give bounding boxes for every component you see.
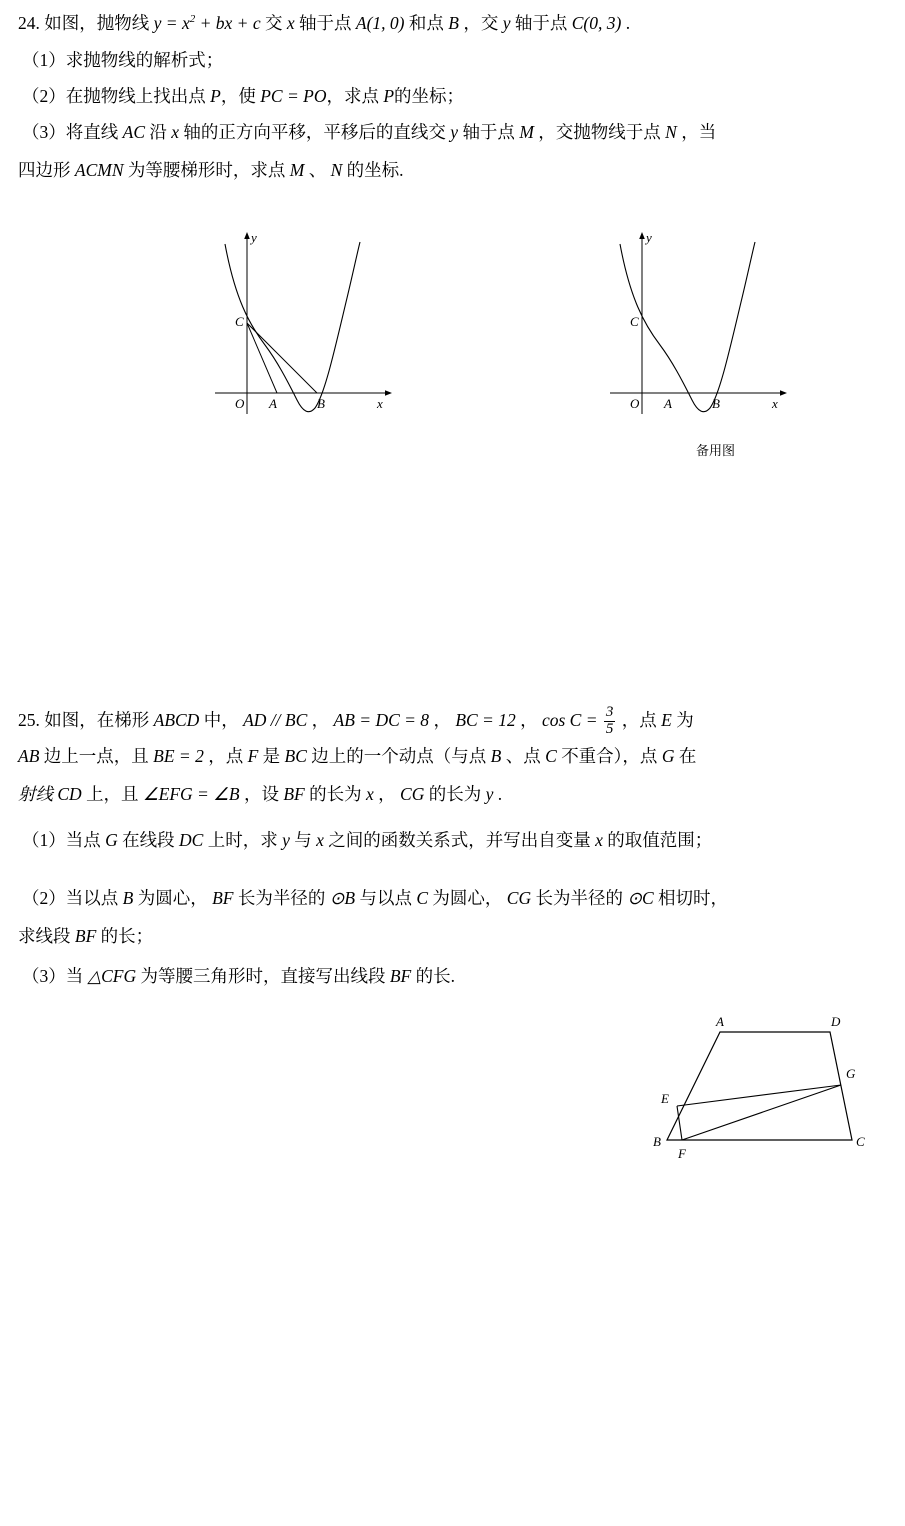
part-var-2: x (171, 122, 180, 142)
part-var-4: C (416, 888, 429, 908)
part-var-6: ⊙C (627, 888, 654, 908)
part-text-6: 长为半径的 (535, 888, 623, 908)
part-label: （3） (22, 122, 66, 142)
line-text-1: 求线段 (18, 926, 71, 946)
problem-24-figures (0, 228, 905, 478)
line-var-5: B (490, 746, 502, 766)
part-label: （3） (22, 966, 66, 986)
line-text-2: ，点 (208, 746, 244, 766)
problem-25-part-2-line-2 (18, 928, 887, 946)
part-var-5: N (665, 122, 677, 142)
part-text-4: 轴于点 (462, 122, 515, 142)
label-axis-y: y (646, 230, 652, 245)
part-text-3: 轴的正方向平移，平移后的直线交 (183, 122, 446, 142)
part-var-1: AC (122, 122, 145, 142)
label-B: B (317, 396, 325, 411)
part-text-3: 上时，求 (207, 830, 278, 850)
part-var-4: M (519, 122, 534, 142)
problem-24-eq2: + bx + c (199, 12, 261, 33)
line-var-6: y (485, 784, 494, 804)
problem-24-mid3: 和点 (408, 12, 444, 33)
problem-25-stem-line-3 (18, 786, 887, 804)
label-axis-y: y (251, 230, 257, 245)
part-var-2: BF (389, 966, 412, 986)
line-text-6: . (497, 784, 503, 804)
cos-c-fraction (604, 705, 616, 738)
part-var-2: PC = PO (260, 86, 327, 106)
label-axis-x: x (377, 396, 383, 411)
part-text-2: 为等腰三角形时，直接写出线段 (140, 966, 386, 986)
line-text-5: 的长为 (428, 784, 482, 804)
stem-text-3: ， (311, 710, 330, 730)
problem-24-eq1: y = x (153, 12, 190, 33)
label-O: O (630, 396, 640, 411)
label-O: O (235, 396, 245, 411)
line-var-4: BC (284, 746, 307, 766)
part-text-2: ，使 (220, 86, 256, 106)
label-axis-x: x (772, 396, 778, 411)
part-var-3: ⊙B (329, 888, 356, 908)
line-text-1: 上，且 (86, 784, 139, 804)
label-B: B (653, 1134, 661, 1149)
line-text-5: 、点 (505, 746, 541, 766)
line-text-4: 边上的一个动点（与点 (311, 746, 487, 766)
stem-text-4: ， (433, 710, 451, 730)
part-var-2: DC (179, 830, 204, 850)
stem-text-5: ， (520, 710, 538, 730)
problem-24-stem (18, 14, 887, 32)
part-var-4: x (316, 830, 324, 850)
line-var-7: G (661, 746, 675, 766)
line-text-2: ，设 (243, 784, 279, 804)
problem-24-mid5: 轴于点 (514, 12, 568, 33)
part-text-1: 当 (65, 966, 84, 986)
part-var-5: CG (506, 888, 532, 908)
part-text-1: 将直线 (65, 122, 119, 142)
part-text-5: 之间的函数关系式，并写出自变量 (328, 830, 591, 850)
part-text-4: 的坐标； (394, 86, 465, 106)
part-text-7: 相切时， (658, 888, 729, 908)
label-F: F (678, 1146, 686, 1161)
line-text-7: 在 (678, 746, 697, 766)
stem-text-6: ，点 (621, 710, 657, 730)
stem-var-4: BC = 12 (455, 710, 516, 730)
problem-25-stem-line-1 (18, 705, 887, 738)
line-var-1: ACMN (74, 160, 124, 180)
part-text-1: 在抛物线上找出点 (65, 86, 206, 106)
part-var-3: y (450, 122, 459, 142)
part-var-3: y (282, 830, 290, 850)
problem-24-point-b: B (448, 12, 459, 33)
label-D: D (831, 1014, 841, 1029)
stem-var-6: E (661, 710, 672, 730)
fraction-numerator: 3 (605, 704, 614, 720)
part-var-1: B (122, 888, 134, 908)
stem-var-5: cos C = (541, 710, 598, 730)
part-text-1: 当点 (65, 830, 101, 850)
problem-24-stem-prefix: 如图，抛物线 (44, 12, 150, 33)
problem-25-part-3 (22, 968, 887, 986)
part-label: （2） (22, 888, 66, 908)
problem-24-mid1: 交 (265, 12, 283, 33)
part-text-2: 为圆心， (137, 888, 208, 908)
problem-24-part-3-line-1 (22, 124, 887, 142)
part-label: （2） (22, 86, 66, 106)
label-G: G (846, 1066, 856, 1081)
line-var-3: N (330, 160, 343, 180)
line-text-6: 不重合），点 (561, 746, 658, 766)
problem-24-stem-end: . (625, 12, 631, 33)
part-var-5: x (595, 830, 603, 850)
part-text-5: 为圆心， (432, 888, 503, 908)
problem-24-var-x: x (286, 12, 295, 33)
part-text-2: 在线段 (122, 830, 175, 850)
part-var-3: P (383, 86, 395, 106)
stem-var-2: AD // BC (243, 710, 308, 730)
parabola-figure-spare (600, 228, 820, 458)
line-var-2: BE = 2 (153, 746, 204, 766)
part-var-2: BF (212, 888, 234, 908)
problem-25-part-1 (22, 832, 887, 850)
line-var-1: 射线 CD (18, 784, 82, 804)
problem-24-point-a: A(1, 0) (355, 12, 405, 33)
problem-25-stem-line-2 (18, 748, 887, 766)
label-C: C (235, 314, 244, 329)
line-text-1: 边上一点，且 (43, 746, 149, 766)
trapezoid-figure (615, 1010, 905, 1175)
part-text-3: 的长. (415, 966, 455, 986)
part-text-4: 与以点 (359, 888, 412, 908)
line-text-4: 的坐标. (346, 160, 404, 180)
part-text: 求抛物线的解析式； (65, 50, 224, 70)
stem-var-3: AB = DC = 8 (333, 710, 430, 730)
part-text-6: ，当 (681, 122, 717, 142)
line-text-4: ， (378, 784, 396, 804)
line-var-1: AB (18, 746, 40, 766)
part-text-4: 与 (294, 830, 312, 850)
problem-24-mid2: 轴于点 (299, 12, 352, 33)
label-E: E (661, 1091, 669, 1106)
line-text-1: 四边形 (18, 160, 71, 180)
label-A: A (269, 396, 277, 411)
line-var-3: BF (283, 784, 305, 804)
label-B: B (712, 396, 720, 411)
problem-25-number: 25. (18, 710, 40, 730)
problem-24-part-1 (22, 52, 887, 70)
figure-caption: 备用图 (696, 443, 736, 458)
label-A: A (716, 1014, 724, 1029)
label-C: C (630, 314, 639, 329)
stem-text-7: 为 (676, 710, 694, 730)
stem-var-1: ABCD (153, 710, 200, 730)
part-var-1: P (210, 86, 221, 106)
line-var-3: F (247, 746, 259, 766)
part-label: （1） (22, 50, 66, 70)
label-C: C (856, 1134, 865, 1149)
stem-text-1: 如图，在梯形 (44, 710, 150, 730)
stem-text-2: 中， (203, 710, 239, 730)
part-text-5: ，交抛物线于点 (538, 122, 661, 142)
label-A: A (664, 396, 672, 411)
problem-24-var-y: y (502, 12, 511, 33)
line-text-3: 是 (262, 746, 281, 766)
part-text-2: 沿 (149, 122, 167, 142)
line-text-3: 、 (308, 160, 327, 180)
problem-24-mid4: ，交 (463, 12, 499, 33)
problem-24-number: 24. (18, 12, 40, 33)
problem-24-eq1-sup: 2 (189, 13, 196, 25)
problem-24-point-c: C(0, 3) (571, 12, 622, 33)
part-var-1: G (105, 830, 118, 850)
line-text-2: 为等腰梯形时，求点 (127, 160, 286, 180)
part-label: （1） (22, 830, 66, 850)
line-var-2: ∠EFG = ∠B (142, 784, 240, 804)
part-text-3: 长为半径的 (237, 888, 326, 908)
line-text-3: 的长为 (309, 784, 362, 804)
line-text-2: 的长； (100, 926, 154, 946)
problem-25-part-2-line-1 (22, 890, 887, 908)
line-var-6: C (545, 746, 557, 766)
fraction-denominator: 5 (605, 720, 614, 737)
part-text-6: 的取值范围； (607, 830, 713, 850)
part-text-1: 当以点 (65, 888, 119, 908)
part-var-1: △CFG (87, 966, 137, 986)
line-var-1: BF (74, 926, 97, 946)
line-var-5: CG (400, 784, 425, 804)
line-var-4: x (365, 784, 374, 804)
problem-24-part-3-line-2 (18, 162, 887, 180)
problem-24-part-2 (22, 88, 887, 106)
parabola-figure-main (205, 228, 425, 438)
line-var-2: M (289, 160, 305, 180)
part-text-3: ，求点 (326, 86, 379, 106)
